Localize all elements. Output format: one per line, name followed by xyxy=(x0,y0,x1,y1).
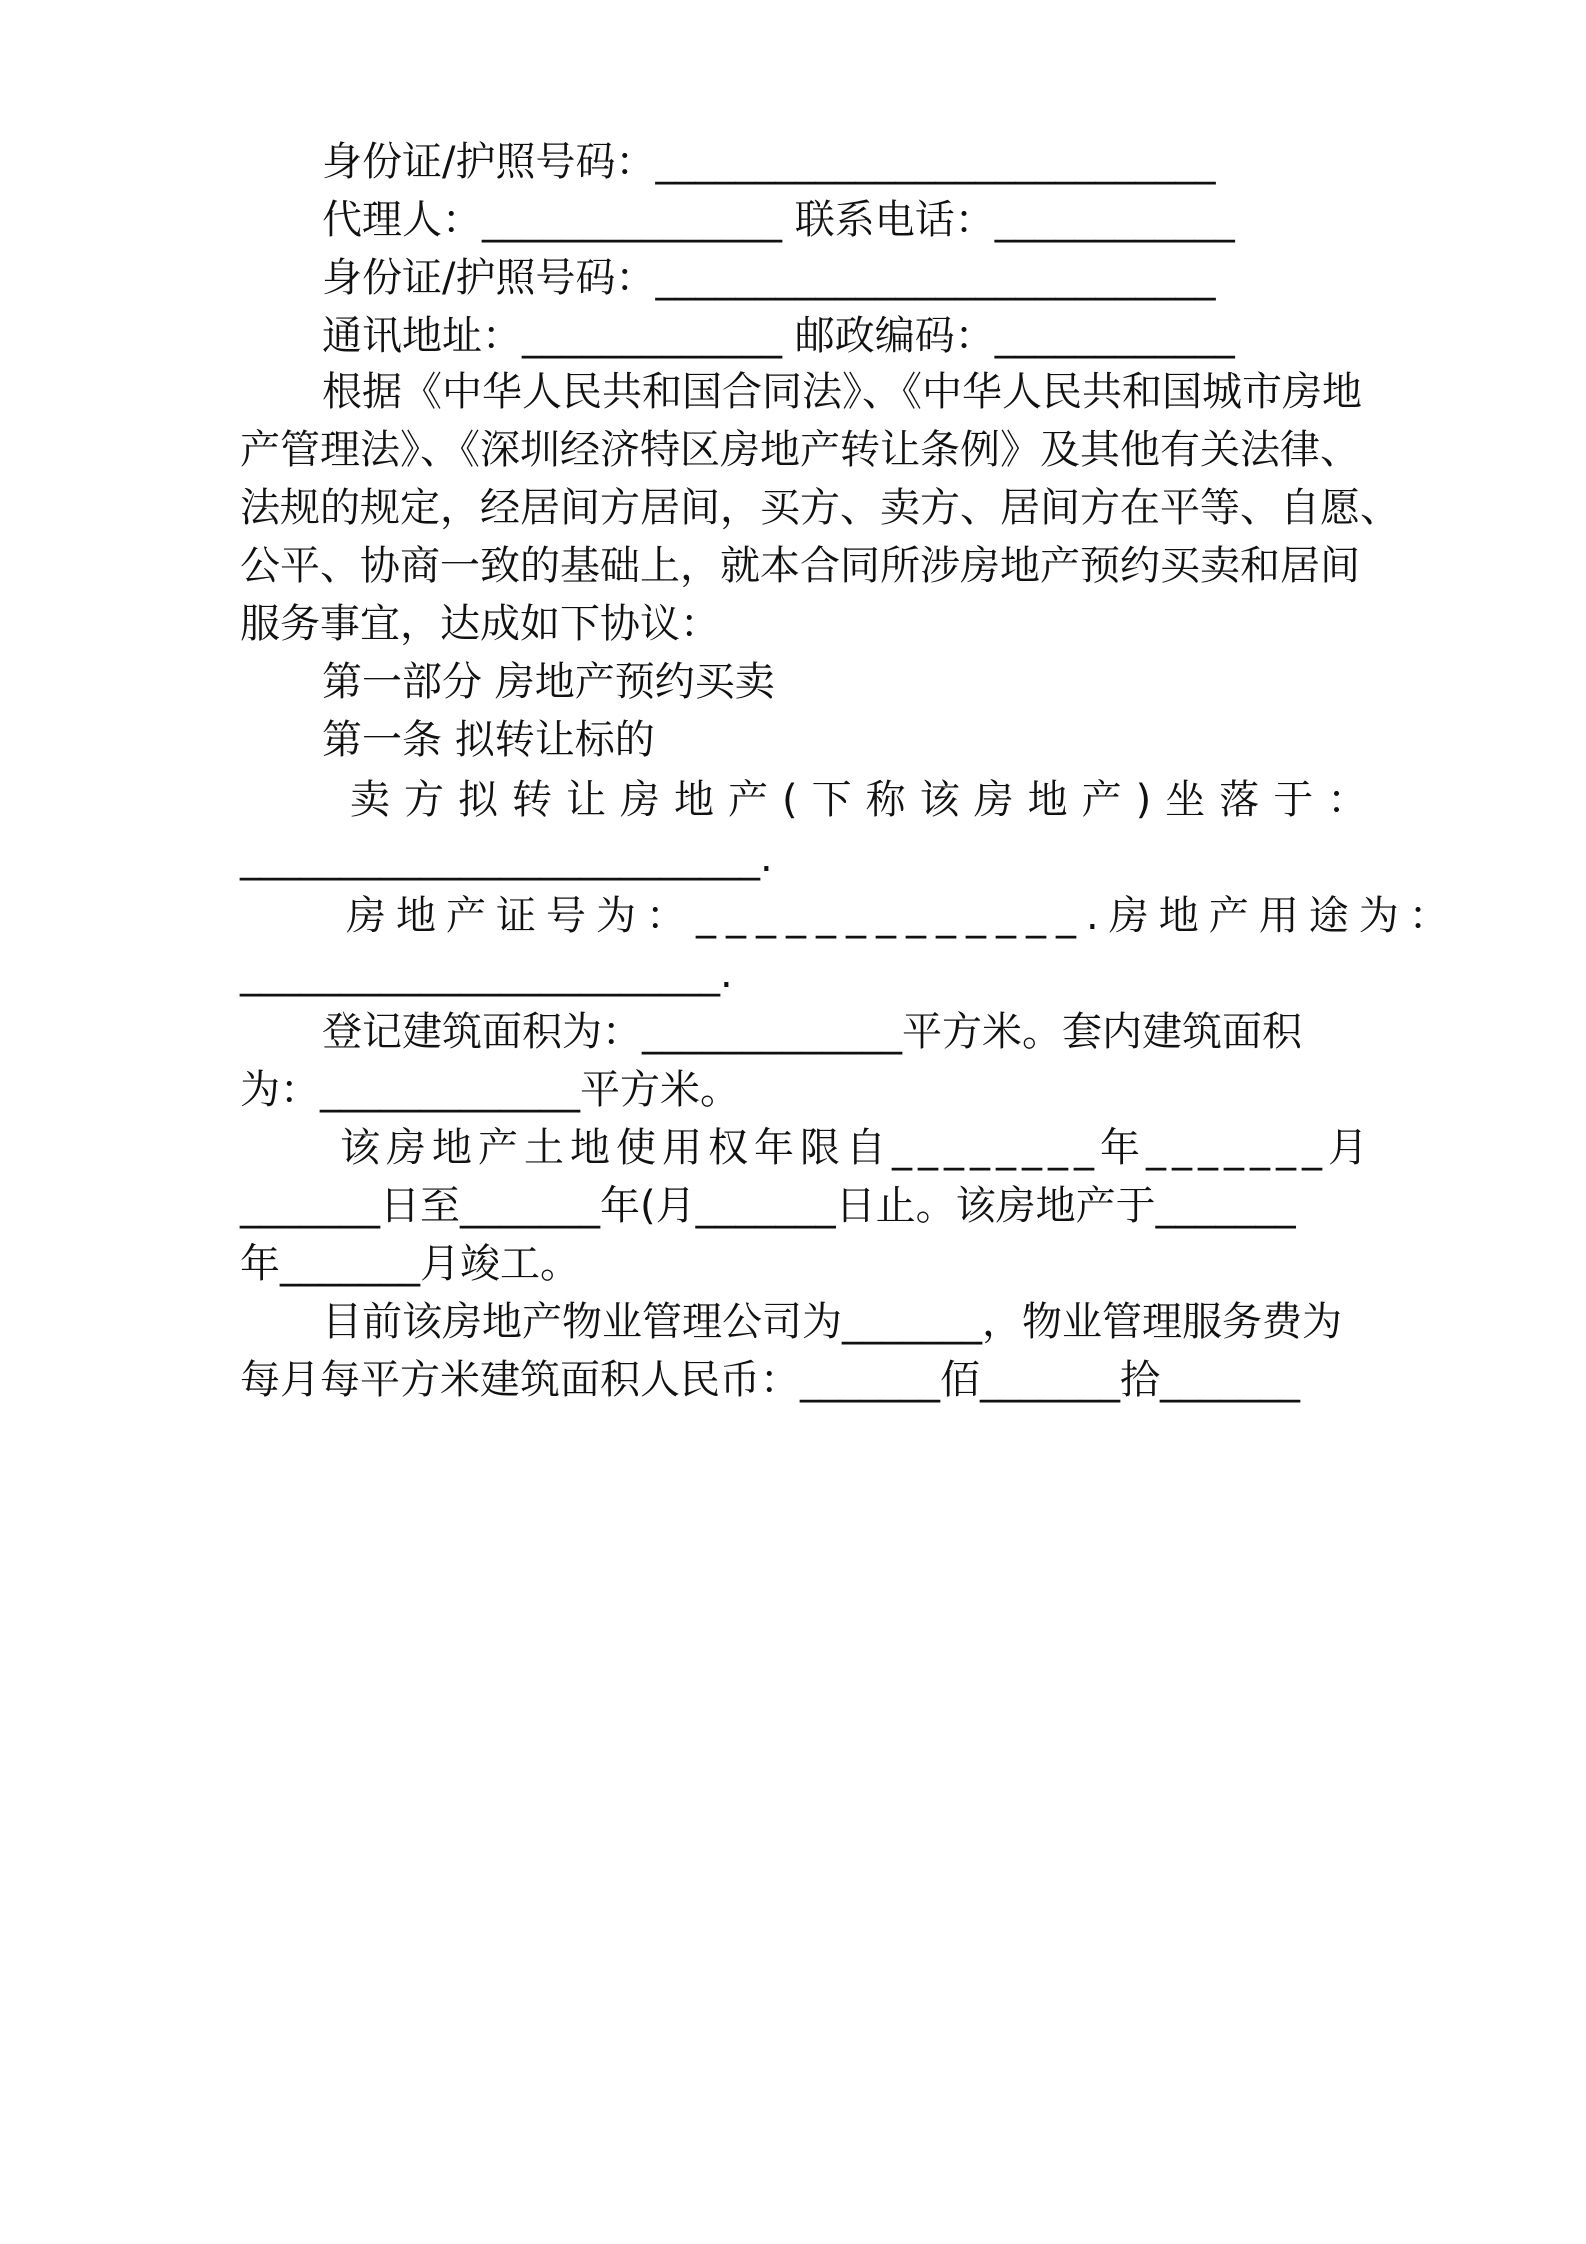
certificate-line-1: 房地产证号为：_____________.房地产用途为： xyxy=(346,893,1459,939)
id-number-line-1: 身份证/护照号码：____________________________ xyxy=(322,139,1216,185)
preamble-line-2: 产管理法》、《深圳经济特区房地产转让条例》及其他有关法律、 xyxy=(240,427,1360,473)
area-line-1: 登记建筑面积为：_____________平方米。套内建筑面积 xyxy=(322,1009,1302,1055)
land-term-line-3: 年_______月竣工。 xyxy=(240,1241,580,1287)
land-term-line-2: _______日至_______年(月_______日止。该房地产于_______ xyxy=(240,1183,1296,1229)
article-one-heading: 第一条 拟转让标的 xyxy=(322,717,655,763)
preamble-line-3: 法规的规定，经居间方居间，买方、卖方、居间方在平等、自愿、 xyxy=(240,485,1400,531)
property-mgmt-line-1: 目前该房地产物业管理公司为_______，物业管理服务费为 xyxy=(322,1299,1342,1345)
preamble-line-1: 根据《中华人民共和国合同法》、《中华人民共和国城市房地 xyxy=(322,369,1362,415)
address-postcode-line: 通讯地址：_____________ 邮政编码：____________ xyxy=(322,313,1235,359)
property-mgmt-line-2: 每月每平方米建筑面积人民币：_______佰_______拾_______ xyxy=(240,1357,1300,1403)
id-number-line-2: 身份证/护照号码：____________________________ xyxy=(322,255,1216,301)
location-line-1: 卖方拟转让房地产(下称该房地产)坐落于： xyxy=(350,777,1382,823)
land-term-line-1: 该房地产土地使用权年限自________年_______月 xyxy=(340,1125,1374,1171)
location-line-2: __________________________. xyxy=(240,835,773,881)
preamble-line-5: 服务事宜，达成如下协议： xyxy=(240,601,720,647)
preamble-line-4: 公平、协商一致的基础上，就本合同所涉房地产预约买卖和居间 xyxy=(240,543,1360,589)
certificate-line-2: ________________________. xyxy=(240,951,733,997)
agent-phone-line: 代理人：_______________ 联系电话：____________ xyxy=(322,197,1235,243)
part-one-heading: 第一部分 房地产预约买卖 xyxy=(322,659,775,705)
area-line-2: 为：_____________平方米。 xyxy=(240,1067,740,1113)
